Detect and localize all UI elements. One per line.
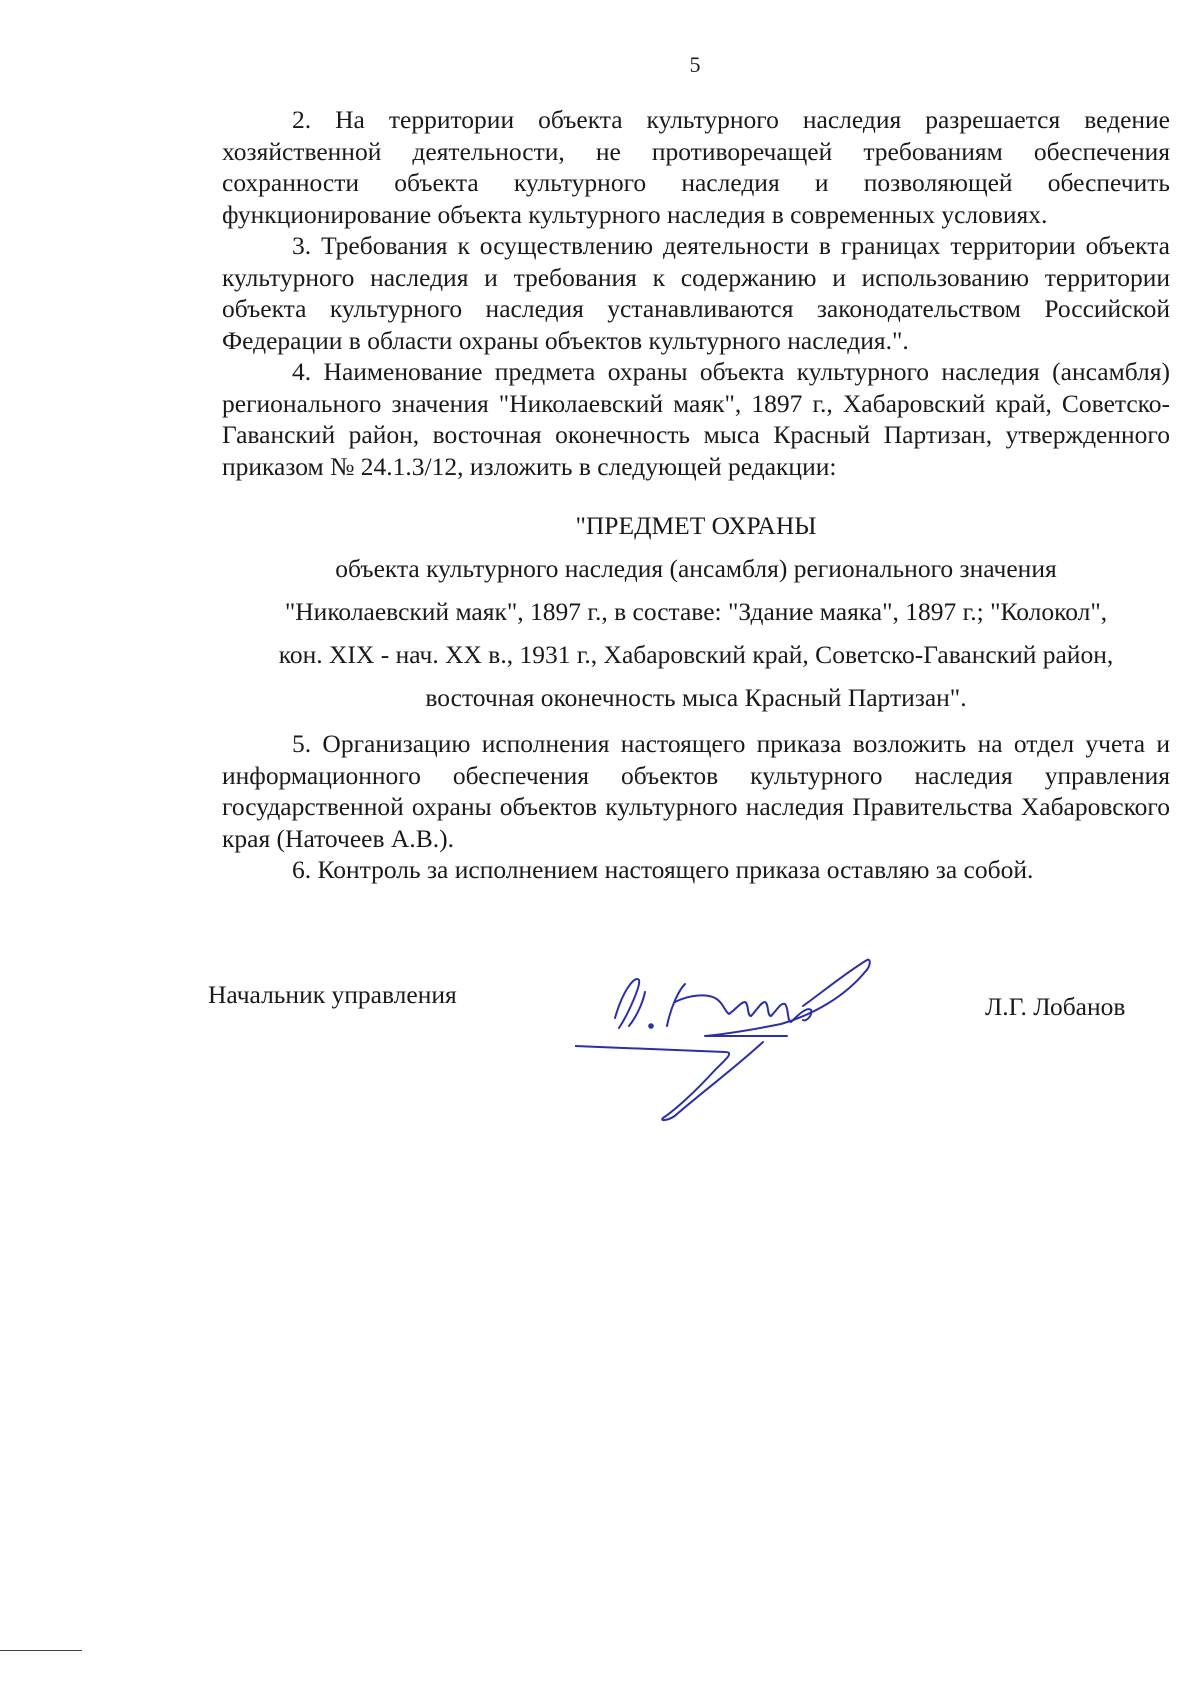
paragraph-6: 6. Контроль за исполнением настоящего приказа оставляю за собой. [292, 855, 1034, 884]
heading-line-2: "Николаевский маяк", 1897 г., в составе: "Здание маяка", 1897 г.; "Колокол", [284, 597, 1108, 626]
protection-subject-heading [222, 510, 1170, 710]
document-body [222, 104, 1170, 886]
paragraph-2: 2. На территории объекта культурного наследия разрешается ведение хозяйственной деятельности, не противоречащей требованиям обеспечения сохранности объекта культурного наследия и позволяющей обеспечить функционирование объекта культурного наследия в современных условиях. [222, 105, 1170, 229]
paragraph-5: 5. Организацию исполнения настоящего приказа возложить на отдел учета и информационного обеспечения объектов культурного наследия управления государственной охраны объектов культурного наследия Правительства Хабаровского края (Наточеев А.В.). [222, 729, 1170, 853]
heading-line-4: восточная оконечность мыса Красный Партизан". [425, 683, 967, 712]
footer-rule [0, 1650, 82, 1651]
handwritten-signature [575, 930, 915, 1130]
signatory-name: Л.Г. Лобанов [985, 992, 1126, 1021]
heading-line-1: объекта культурного наследия (ансамбля) регионального значения [335, 554, 1057, 583]
page-number: 5 [689, 52, 701, 77]
heading-title: "ПРЕДМЕТ ОХРАНЫ [575, 511, 817, 540]
paragraph-3: 3. Требования к осуществлению деятельности в границах территории объекта культурного наследия и требования к содержанию и использованию территории объекта культурного наследия устанавливаются законодательством Российской Федерации в области охраны объектов культурного наследия.". [222, 231, 1170, 355]
paragraph-4: 4. Наименование предмета охраны объекта культурного наследия (ансамбля) регионального значения "Николаевский маяк", 1897 г., Хабаровский край, Советско-Гаванский район, восточная оконечность мыса Красный Партизан, утвержденного приказом № 24.1.3/12, изложить в следующей редакции: [222, 357, 1170, 481]
signatory-title: Начальник управления [208, 980, 457, 1009]
heading-line-3: кон. XIX - нач. XX в., 1931 г., Хабаровский край, Советско-Гаванский район, [278, 640, 1114, 669]
